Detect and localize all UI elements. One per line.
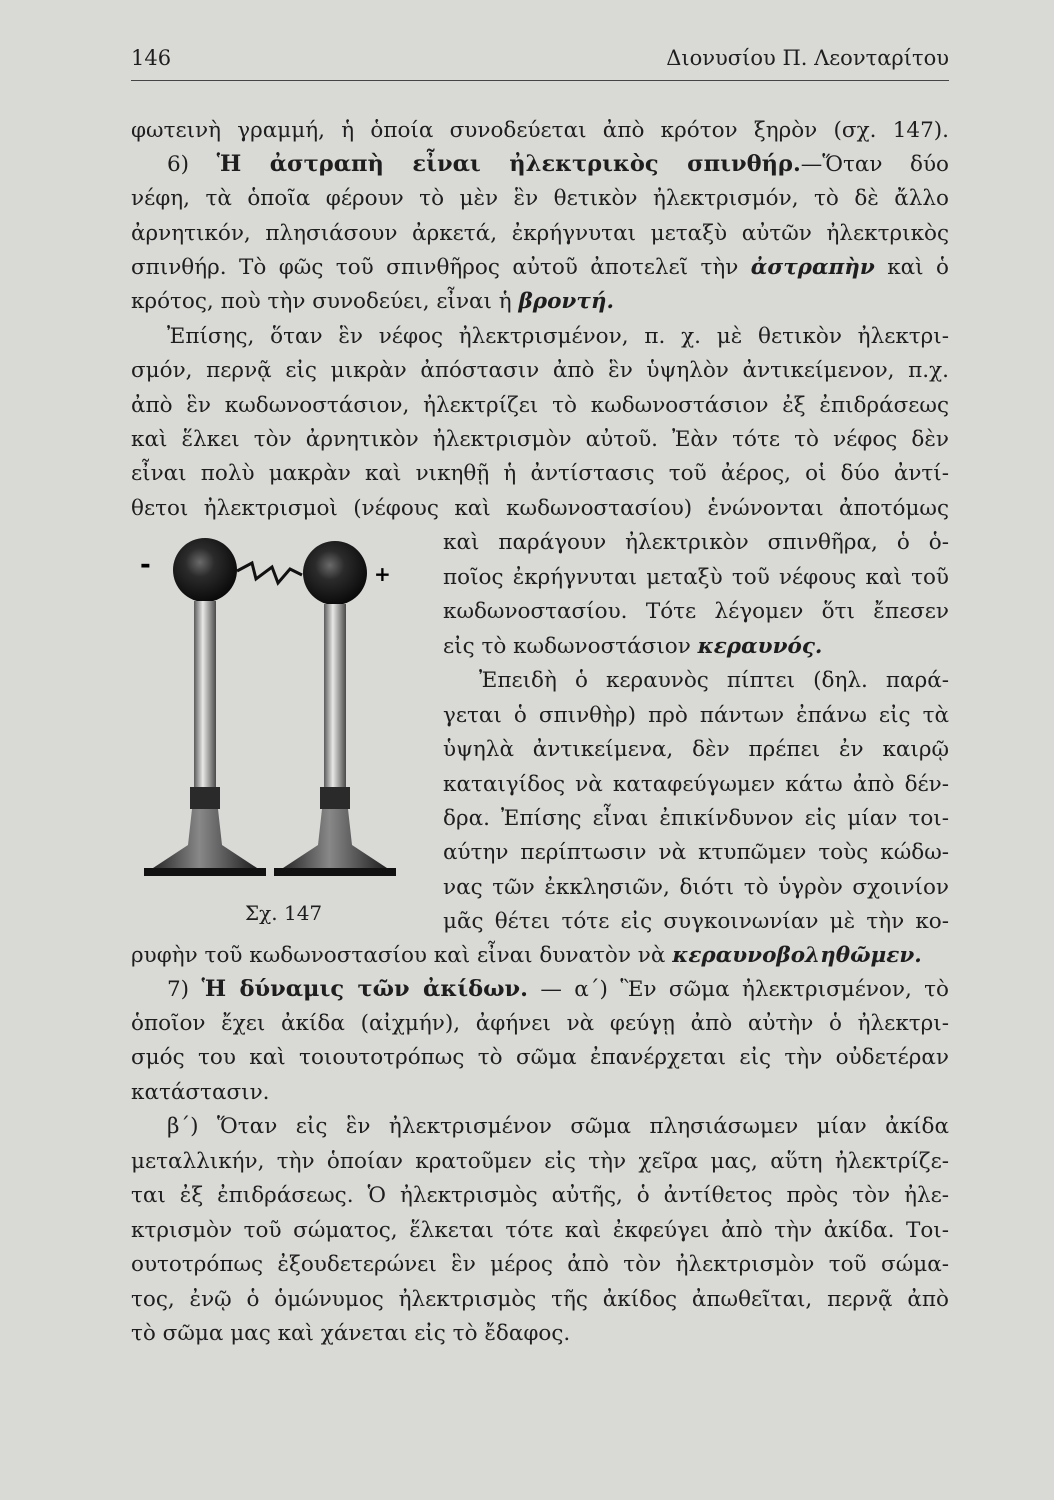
text-line: ὑψηλὰ ἀντικείμενα, δὲν πρέπει ἐν καιρῷ bbox=[443, 737, 949, 762]
section-7-heading: Ἡ δύναμις τῶν ἀκίδων. bbox=[201, 976, 528, 1002]
text-line: σμόν, περνᾷ εἰς μικρὰν ἀπόστασιν ἀπὸ ἓν ὑψηλὸν ἀντικείμενον, π.χ. bbox=[131, 358, 949, 383]
text-line: τὸ σῶμα μας καὶ χάνεται εἰς τὸ ἔδαφος. bbox=[131, 1321, 571, 1346]
text-line: γεται ὁ σπινθὴρ) πρὸ πάντων ἐπάνω εἰς τὰ bbox=[443, 703, 949, 728]
text-line: καὶ ἕλκει τὸν ἀρνητικὸν ἠλεκτρισμὸν αὐτοῦ. Ἐὰν τότε τὸ νέφος δὲν bbox=[131, 427, 949, 452]
page-header bbox=[131, 40, 949, 81]
text-line: νας τῶν ἐκκλησιῶν, διότι τὸ ὑγρὸν σχοινίον bbox=[443, 875, 949, 900]
text-line: αύτην περίπτωσιν νὰ κτυπῶμεν τοὺς κώδω- bbox=[443, 840, 949, 865]
text-line: φωτεινὴ γραμμή, ἡ ὁποία συνοδεύεται ἀπὸ κρότον ξηρὸν (σχ. 147). bbox=[131, 118, 949, 143]
spark-zigzag bbox=[237, 563, 302, 583]
section-6-heading-line: 6) Ἡ ἀστραπὴ εἶναι ἠλεκτρικὸς σπινθήρ.—Ὅταν δύο bbox=[167, 151, 949, 177]
text-line: νέφη, τὰ ὁποῖα φέρουν τὸ μὲν ἓν θετικὸν ἠλεκτρισμόν, τὸ δὲ ἄλλο bbox=[131, 186, 949, 211]
text-line: μεταλλικήν, τὴν ὁποίαν κρατοῦμεν εἰς τὴν χεῖρα μας, αὕτη ἠλεκτρίζε- bbox=[131, 1149, 949, 1174]
figure-147 bbox=[130, 525, 430, 935]
term-astrapi: ἀστραπὴν bbox=[750, 255, 875, 280]
text-line: ουτοτρόπως ἐξουδετερώνει ἓν μέρος ἀπὸ τὸν ἠλεκτρισμὸν τοῦ σώμα- bbox=[131, 1252, 949, 1277]
right-conductor bbox=[274, 541, 396, 876]
section-7-heading-line: 7) Ἡ δύναμις τῶν ἀκίδων. — α΄) Ἓν σῶμα ἠλεκτρισμένον, τὸ bbox=[167, 976, 950, 1002]
spark-gap-apparatus-illustration bbox=[130, 525, 430, 935]
text-line: Ἐπίσης, ὅταν ἓν νέφος ἠλεκτρισμένον, π. χ. μὲ θετικὸν ἠλεκτρι- bbox=[167, 324, 949, 349]
left-base bbox=[150, 809, 260, 870]
text-line: Ἐπειδὴ ὁ κεραυνὸς πίπτει (δηλ. παρά- bbox=[479, 668, 949, 693]
page-number: 146 bbox=[131, 46, 172, 70]
text-line: ται ἐξ ἐπιδράσεως. Ὁ ἠλεκτρισμὸς αὐτῆς, ὁ ἀντίθετος πρὸς τὸν ἠλε- bbox=[131, 1183, 949, 1208]
text-line: τος, ἐνῷ ὁ ὁμώνυμος ἠλεκτρισμὸς τῆς ἀκίδος ἀπωθεῖται, περνᾷ ἀπὸ bbox=[131, 1287, 949, 1312]
plus-sign: + bbox=[374, 562, 391, 586]
term-keravnos: κεραυνός. bbox=[697, 634, 823, 659]
left-sphere bbox=[173, 538, 237, 602]
figure-caption: Σχ. 147 bbox=[245, 901, 323, 925]
text-line: μᾶς θέτει τότε εἰς συγκοινωνίαν μὲ τὴν κο- bbox=[443, 909, 949, 934]
text-line: κτρισμὸν τοῦ σώματος, ἕλκεται τότε καὶ ἐκφεύγει ἀπὸ τὴν ἀκίδα. Τοι- bbox=[131, 1218, 949, 1243]
text-line: ὁποῖον ἔχει ἀκίδα (αἰχμήν), ἀφήνει νὰ φεύγῃ ἀπὸ αὐτὴν ὁ ἠλεκτρι- bbox=[131, 1011, 949, 1036]
minus-sign: - bbox=[140, 550, 151, 580]
text-line: β΄) Ὅταν εἰς ἓν ἠλεκτρισμένον σῶμα πλησιάσωμεν μίαν ἀκίδα bbox=[167, 1114, 949, 1139]
section-6-heading: Ἡ ἀστραπὴ εἶναι ἠλεκτρικὸς σπινθήρ. bbox=[216, 151, 801, 177]
term-keravnovolithomen: κεραυνοβοληθῶμεν. bbox=[672, 943, 922, 968]
text-line: κρότος, ποὺ τὴν συνοδεύει, εἶναι ἡ βροντή. bbox=[131, 289, 614, 314]
text-line: δρα. Ἐπίσης εἶναι ἐπικίνδυνον εἰς μίαν τοι- bbox=[443, 806, 949, 831]
text-line: ποῖος ἐκρήγνυται μεταξὺ τοῦ νέφους καὶ τοῦ bbox=[443, 565, 949, 590]
text-line: ἀρνητικόν, πλησιάσουν ἀρκετά, ἐκρήγνυται μεταξὺ αὐτῶν ἠλεκτρικὸς bbox=[131, 221, 949, 246]
text-line: εἰς τὸ κωδωνοστάσιον κεραυνός. bbox=[443, 634, 823, 659]
text-line: κατάστασιν. bbox=[131, 1080, 270, 1105]
right-collar bbox=[320, 787, 350, 809]
right-foot bbox=[274, 868, 396, 876]
text-line: ρυφὴν τοῦ κωδωνοστασίου καὶ εἶναι δυνατὸν νὰ κεραυνοβοληθῶμεν. bbox=[131, 943, 922, 968]
text-line: ἀπὸ ἓν κωδωνοστάσιον, ἠλεκτρίζει τὸ κωδωνοστάσιον ἐξ ἐπιδράσεως bbox=[131, 393, 949, 418]
text-line: καὶ παράγουν ἠλεκτρικὸν σπινθῆρα, ὁ ὁ- bbox=[443, 530, 949, 555]
right-rod bbox=[324, 604, 346, 796]
right-base bbox=[280, 809, 390, 870]
term-vronti: βροντή. bbox=[518, 289, 614, 314]
text-line: καταιγίδος νὰ καταφεύγωμεν κάτω ἀπὸ δέν- bbox=[443, 772, 949, 797]
right-sphere bbox=[303, 541, 367, 605]
text-line: σπινθήρ. Τὸ φῶς τοῦ σπινθῆρος αὐτοῦ ἀποτελεῖ τὴν ἀστραπὴν καὶ ὁ bbox=[131, 255, 949, 280]
text-line: θετοι ἠλεκτρισμοὶ (νέφους καὶ κωδωνοστασίου) ἑνώνονται ἀποτόμως bbox=[131, 496, 949, 521]
left-rod bbox=[194, 601, 216, 796]
left-collar bbox=[190, 787, 220, 809]
left-foot bbox=[144, 868, 266, 876]
left-conductor bbox=[144, 538, 266, 876]
running-title: Διονυσίου Π. Λεονταρίτου bbox=[666, 46, 949, 70]
text-line: κωδωνοστασίου. Τότε λέγομεν ὅτι ἔπεσεν bbox=[443, 599, 949, 624]
text-line: εἶναι πολὺ μακρὰν καὶ νικηθῇ ἡ ἀντίστασις τοῦ ἀέρος, οἱ δύο ἀντί- bbox=[131, 461, 949, 486]
text-line: σμός του καὶ τοιουτοτρόπως τὸ σῶμα ἐπανέρχεται εἰς τὴν οὐδετέραν bbox=[131, 1045, 949, 1070]
